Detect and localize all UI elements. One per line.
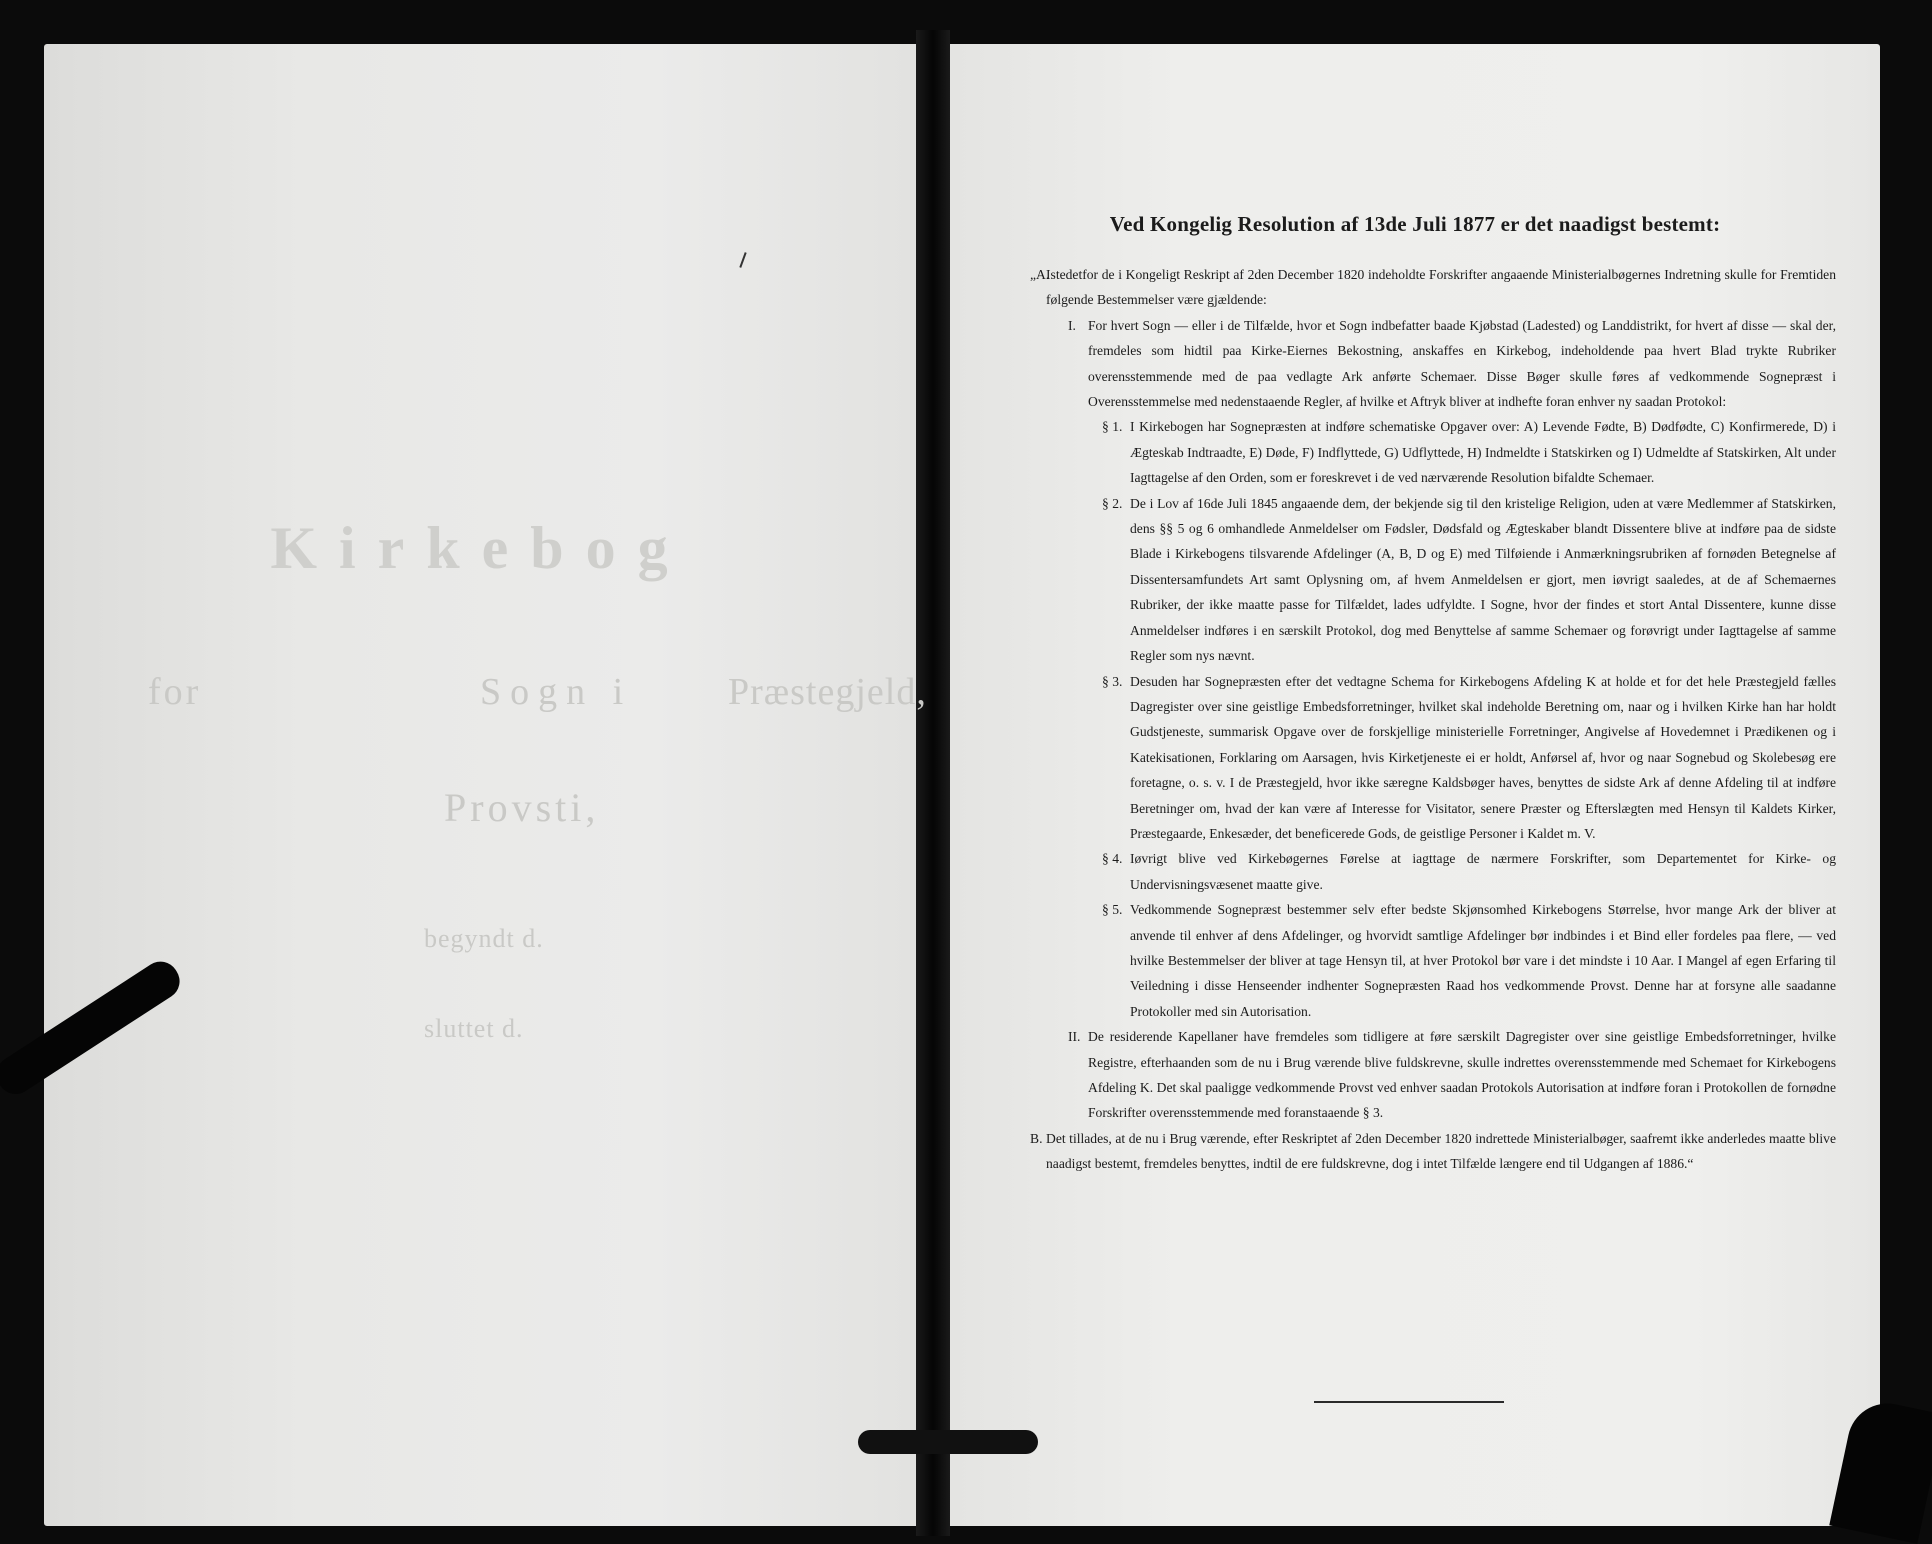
section-label: „A. xyxy=(1030,267,1050,282)
left-page xyxy=(44,44,927,1526)
paragraph-text: Vedkommende Sognepræst bestemmer selv efter bedste Skjønsomhed Kirkebogens Størrelse, hvor mange Ark der bliver at anvende til enhver af dens Afdelinger, og hvorvidt samtlige Afdelinger bør indbindes i et Bind eller fordeles paa flere, — ved hvilke Bestemmelser der bliver at tage Hensyn til, at hver Protokol bør vare i det mindste i 10 Aar. I Mangel af egen Erfaring til Veiledning i disse Henseender indhenter Sognepræsten Raad hos vedkommende Provst. Denne har at forsyne alle saadanne Protokoller med sin Autorisation. xyxy=(1130,902,1836,1019)
section-label: B. xyxy=(1030,1130,1043,1146)
pen-mark xyxy=(739,252,746,268)
section-label: I. xyxy=(1068,317,1076,333)
paragraph-label: § 2. xyxy=(1102,495,1123,511)
paragraph-label: § 5. xyxy=(1102,902,1123,918)
paragraph-text: Iøvrigt blive ved Kirkebøgernes Førelse at iagttage de nærmere Forskrifter, som Departementet for Kirke- og Undervisningsvæsenet maatte give. xyxy=(1130,851,1836,892)
book-clasp xyxy=(858,1430,1038,1454)
paragraph-2 xyxy=(1030,491,1836,669)
paragraph-5 xyxy=(1030,897,1836,1024)
resolution-document xyxy=(950,44,1880,1526)
sogn-label: Sogn i xyxy=(480,671,633,713)
paragraph-1 xyxy=(1030,414,1836,490)
paragraph-label: § 4. xyxy=(1102,851,1123,867)
paragraph-text: De i Lov af 16de Juli 1845 angaaende dem, der bekjende sig til den kristelige Religion, uden at være Medlemmer af Statskirken, dens §§ 5 og 6 omhandlede Anmeldelser om Fødsler, Dødsfald og Ægteskaber blandt Dissentere blive at indføre paa de sidste Blade i Kirkebogens tilsvarende Afdelinger (A, B, D og E) med Tilføiende i Anmærkningsrubriken af fornøden Betegnelse af Dissentersamfundets Art samt Oplysning om, af hvem Anmeldelsen er gjort, men iøvrigt saaledes, at de af Schemaernes Rubriker, der ikke maatte passe for Tilfældet, lades udfyldte. I Sogne, hvor der findes et stort Antal Dissentere, kunne disse Anmeldelser indføres i en særskilt Protokol, dog med Benyttelse af samme Schemaer og forøvrigt under Iagttagelse af samme Regler som nys nævnt. xyxy=(1130,495,1836,664)
prestegjeld-label: Præstegjeld, xyxy=(728,671,927,713)
section-i xyxy=(1030,313,1836,415)
for-label: for xyxy=(148,671,202,713)
resolution-body xyxy=(1030,262,1836,1177)
paragraph-label: § 3. xyxy=(1102,673,1123,689)
section-label: II. xyxy=(1068,1029,1081,1045)
paragraph-4 xyxy=(1030,846,1836,897)
paragraph-text: I Kirkebogen har Sognepræsten at indføre schematiske Opgaver over: A) Levende Fødte, B) Dødfødte, C) Konfirmerede, D) i Ægteskab Indtraadte, E) Døde, F) Indflyttede, G) Udflyttede, H) Indmeldte i Statskirken og I) Udmeldte af Statskirken, Alt under Iagttagelse af den Orden, som er foreskrevet i de ved nærværende Resolution bifaldte Schemaer. xyxy=(1130,419,1836,486)
section-b xyxy=(1030,1126,1836,1177)
sluttet-label: sluttet d. xyxy=(424,1014,524,1043)
resolution-heading: Ved Kongelig Resolution af 13de Juli 1877 er det naadigst bestemt: xyxy=(1109,212,1721,236)
kirkebog-title: Kirkebog xyxy=(270,515,690,581)
paragraph-label: § 1. xyxy=(1102,419,1123,435)
paragraph-text: Desuden har Sognepræsten efter det vedtagne Schema for Kirkebogens Afdeling K at holde et for det hele Præstegjeld fælles Dagregister over sine geistlige Embedsforretninger, hvilket skal indeholde Beretning om, naar og i hvilken Kirke han har holdt Gudstjeneste, summarisk Opgave over de forskjellige ministerielle Forretninger, Angivelse af Hovedemnet i Prædikenen og i Katekisationen, Forklaring om Aarsagen, hvis Kirketjeneste ei er holdt, Anførsel af, hvor og naar Sognebud og Skolebesøg ere foretagne, o. s. v. I de Præstegjeld, hvor ikke særegne Kaldsbøger haves, benyttes de sidste Ark af denne Afdeling til at indføre Beretninger om, hvad der kan være af Interesse for Visitator, senere Præster og Efterslægten med Hensyn til Kaldets Kirker, Præstegaarde, Enkesæder, det beneficerede Gods, de geistlige Personer i Kaldet m. V. xyxy=(1130,673,1836,841)
section-ii xyxy=(1030,1024,1836,1126)
provsti-label: Provsti, xyxy=(444,785,600,830)
section-text: Det tillades, at de nu i Brug værende, efter Reskriptet af 2den December 1820 indrettede Ministerialbøger, saafremt ikke anderledes maatte blive naadigst bestemt, fremdeles benyttes, indtil de ere fuldskrevne, dog i intet Tilfælde længere end til Udgangen af 1886.“ xyxy=(1046,1130,1836,1172)
section-text: For hvert Sogn — eller i de Tilfælde, hvor et Sogn indbefatter baade Kjøbstad (Ladested) og Landdistrikt, for hvert af disse — skal der, fremdeles som hidtil paa Kirke-Eiernes Bekostning, anskaffes en Kirkebog, indeholdende paa hvert Blad trykte Rubriker overensstemmende med de paa vedlagte Ark anførte Schemaer. Disse Bøger skulle føres af vedkommende Sognepræst i Overensstemmelse med nedenstaaende Regler, af hvilke et Aftryk bliver at indhefte foran enhver ny saadan Protokol: xyxy=(1088,317,1836,410)
paragraph-3 xyxy=(1030,669,1836,847)
section-text: Istedetfor de i Kongeligt Reskript af 2den December 1820 indeholdte Forskrifter angaaende Ministerialbøgernes Indretning skulle for Fremtiden følgende Bestemmelser være gjældende: xyxy=(1046,267,1836,308)
closing-rule xyxy=(1314,1401,1504,1403)
book-spine-gutter xyxy=(916,30,950,1536)
begyndt-label: begyndt d. xyxy=(424,924,544,953)
section-text: De residerende Kapellaner have fremdeles som tidligere at føre særskilt Dagregister over sine geistlige Embedsforretninger, hvilke Registre, efterhaanden som de nu i Brug værende blive fuldskrevne, skulle indrettes overensstemmende med Schemaet for Kirkebogens Afdeling K. Det skal paaligge vedkommende Provst ved enhver saadan Protokols Autorisation at indføre foran i Protokollen de fornødne Forskrifter overensstemmende med foranstaaende § 3. xyxy=(1088,1029,1836,1121)
section-a xyxy=(1030,262,1836,313)
